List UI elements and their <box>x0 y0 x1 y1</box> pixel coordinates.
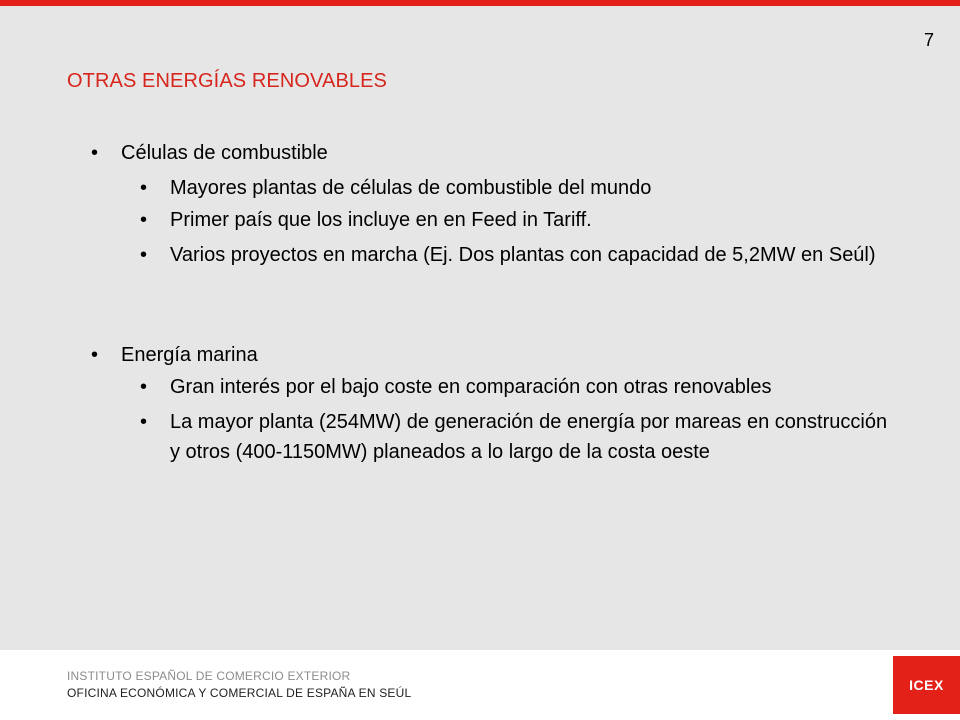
bullet-icon: • <box>140 244 148 266</box>
section-heading-text: Células de combustible <box>121 142 328 164</box>
icex-logo: ICEX <box>893 656 960 714</box>
list-item-text: Varios proyectos en marcha (Ej. Dos plantas con capacidad de 5,2MW en Seúl) <box>170 244 876 266</box>
section-heading-fuel-cells <box>91 138 328 168</box>
bullet-icon: • <box>140 376 148 398</box>
footer-office-name: OFICINA ECONÓMICA Y COMERCIAL DE ESPAÑA EN SEÚL <box>67 686 412 700</box>
bullet-icon: • <box>140 177 148 199</box>
bullet-icon: • <box>140 209 148 231</box>
footer-institute-name: INSTITUTO ESPAÑOL DE COMERCIO EXTERIOR <box>67 669 351 683</box>
list-item <box>140 372 900 402</box>
list-item <box>140 407 900 467</box>
bullet-icon: • <box>91 142 99 164</box>
section-heading-text: Energía marina <box>121 344 258 366</box>
list-item-text: La mayor planta (254MW) de generación de energía por mareas en construcción y otros (400-1150MW) planeados a lo largo de la costa oeste <box>170 411 888 463</box>
page-number: 7 <box>923 30 934 50</box>
list-item <box>140 205 900 235</box>
list-item <box>140 240 900 270</box>
list-item-text: Primer país que los incluye en en Feed in Tariff. <box>170 209 592 231</box>
bullet-icon: • <box>91 344 99 366</box>
slide-title: OTRAS ENERGÍAS RENOVABLES <box>67 70 387 92</box>
section-heading-marine-energy <box>91 340 258 370</box>
footer <box>0 650 960 720</box>
list-item-text: Gran interés por el bajo coste en comparación con otras renovables <box>170 376 772 398</box>
list-item-text: Mayores plantas de células de combustible del mundo <box>170 177 652 199</box>
list-item <box>140 173 900 203</box>
slide-panel <box>0 6 960 650</box>
bullet-icon: • <box>140 411 148 433</box>
